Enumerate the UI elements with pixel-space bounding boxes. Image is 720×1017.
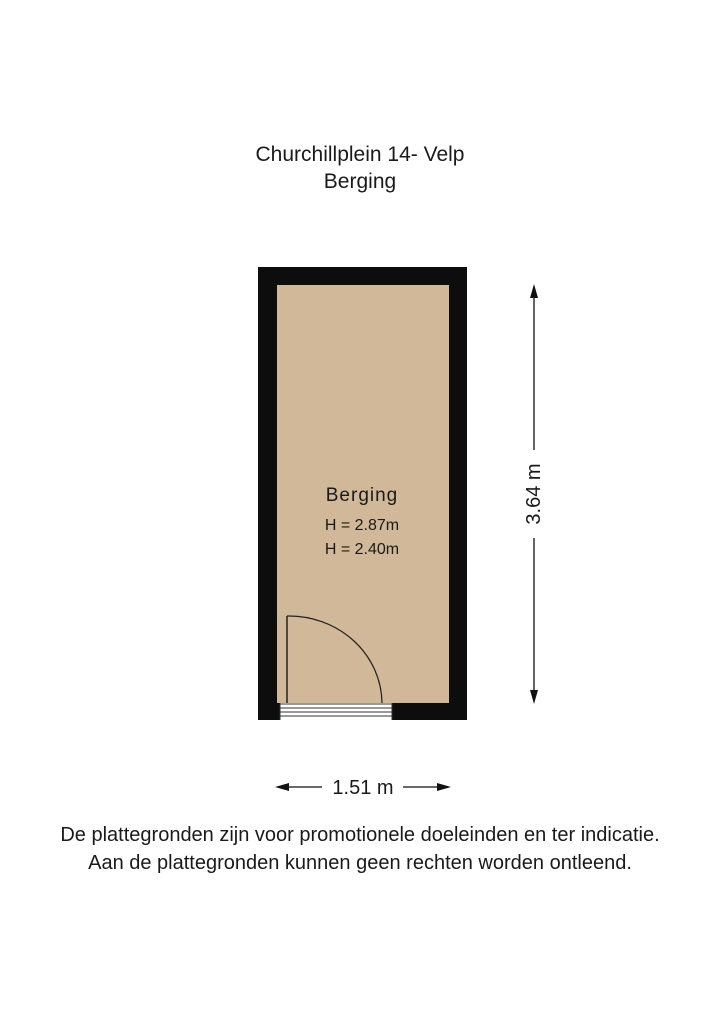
depth-dimension: [523, 284, 545, 704]
room-height-max: H = 2.87m: [324, 517, 400, 534]
address-title: Churchillplein 14- Velp: [255, 143, 465, 166]
disclaimer-line-2: Aan de plattegronden kunnen geen rechten worden ontleend.: [88, 852, 632, 874]
arrow-down-icon: [530, 690, 538, 704]
room-label: Berging: [325, 485, 399, 506]
width-label: 1.51 m: [332, 777, 394, 799]
disclaimer-line-1: De plattegronden zijn voor promotionele doeleinden en ter indicatie.: [60, 824, 660, 846]
room-height-min: H = 2.40m: [324, 541, 400, 558]
arrow-right-icon: [437, 783, 451, 791]
depth-label: 3.64 m: [523, 463, 545, 525]
disclaimer: [0, 821, 720, 877]
arrow-up-icon: [530, 284, 538, 298]
arrow-left-icon: [275, 783, 289, 791]
floor-title: Berging: [323, 170, 397, 193]
width-dimension: [275, 777, 451, 799]
